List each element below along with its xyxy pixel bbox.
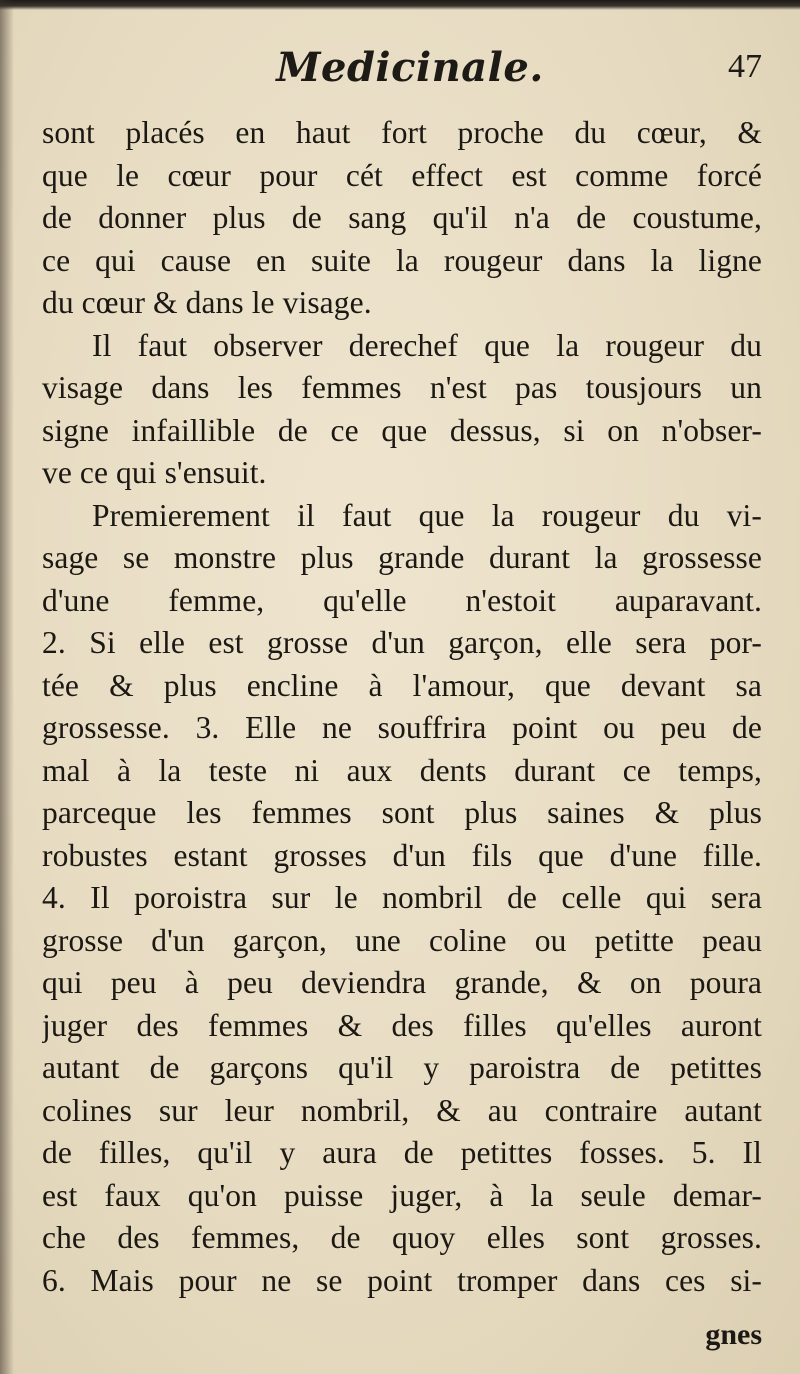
page-number: 47 — [728, 48, 762, 85]
text-line: Il faut observer derechef que la rougeur du — [92, 327, 762, 363]
text-line: parceque les femmes sont plus saines & plus — [42, 795, 762, 830]
text-line: 2. Si elle est grosse d'un garçon, elle sera por- — [42, 625, 762, 660]
text-line: colines sur leur nombril, & au contraire autant — [42, 1092, 762, 1128]
text-line: de donner plus de sang qu'il n'a de coustume, — [42, 200, 762, 235]
text-line: grossesse. 3. Elle ne souffrira point ou peu de — [42, 710, 762, 745]
text-line: du cœur & dans le visage. — [42, 285, 372, 320]
text-line: que le cœur pour cét effect est comme forcé — [42, 157, 762, 193]
text-line: autant de garçons qu'il y paroistra de petittes — [42, 1050, 762, 1085]
text-line: de filles, qu'il y aura de petittes fosses. 5. Il — [42, 1135, 762, 1170]
text-line: d'une femme, qu'elle n'estoit auparavant. — [42, 582, 762, 618]
text-line: visage dans les femmes n'est pas tousjours un — [42, 370, 762, 405]
text-line: sont placés en haut fort proche du cœur, & — [42, 115, 762, 150]
text-line: sage se monstre plus grande durant la grossesse — [42, 540, 762, 575]
body-text — [42, 112, 762, 1302]
text-line: che des femmes, de quoy elles sont grosses. — [42, 1220, 762, 1255]
text-line: 6. Mais pour ne se point tromper dans ces si- — [42, 1262, 762, 1298]
text-line: tée & plus encline à l'amour, que devant sa — [42, 667, 762, 703]
text-line: 4. Il poroistra sur le nombril de celle qui sera — [42, 880, 762, 915]
text-line: est faux qu'on puisse juger, à la seule demar- — [42, 1177, 762, 1213]
text-line: qui peu à peu deviendra grande, & on poura — [42, 965, 762, 1000]
running-title: Medicinale. — [276, 44, 544, 91]
text-line: juger des femmes & des filles qu'elles auront — [42, 1007, 762, 1043]
text-line: robustes estant grosses d'un fils que d'une fille. — [42, 837, 762, 873]
catchword: gnes — [705, 1318, 762, 1351]
text-line: mal à la teste ni aux dents durant ce temps, — [42, 752, 762, 788]
text-line: grosse d'un garçon, une coline ou petitte peau — [42, 922, 762, 958]
running-head — [0, 44, 800, 104]
text-line: signe infaillible de ce que dessus, si on n'obser- — [42, 412, 762, 448]
text-line: ce qui cause en suite la rougeur dans la ligne — [42, 242, 762, 278]
text-line: Premierement il faut que la rougeur du vi- — [92, 497, 762, 533]
text-line: ve ce qui s'ensuit. — [42, 455, 267, 490]
